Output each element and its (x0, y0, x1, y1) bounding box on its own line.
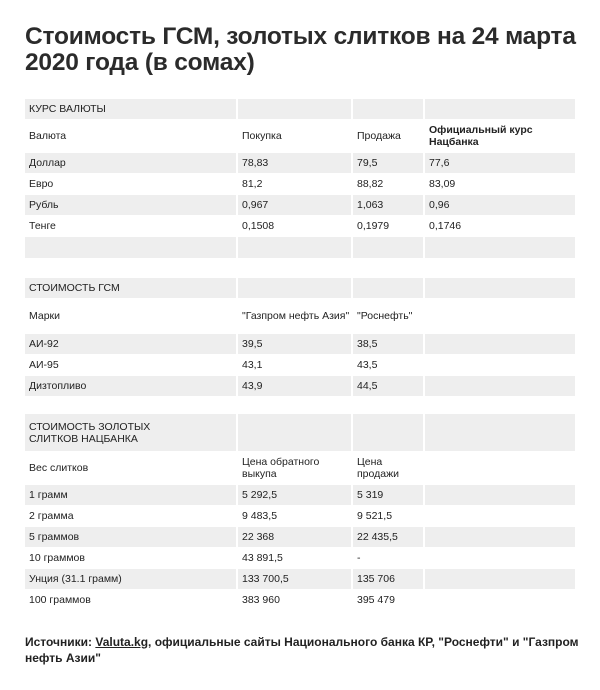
column-header: Вес слитков (25, 452, 238, 485)
sale-price: 395 479 (353, 590, 425, 611)
currency-name: Тенге (25, 216, 238, 237)
sources-label: Источники: (25, 635, 96, 649)
column-header: Валюта (25, 120, 238, 153)
buyback-price: 5 292,5 (238, 485, 353, 506)
currency-name: Рубль (25, 195, 238, 216)
buy-value: 0,967 (238, 195, 353, 216)
buy-value: 0,1508 (238, 216, 353, 237)
valuta-kg-link[interactable]: Valuta.kg (95, 635, 149, 649)
buyback-price: 9 483,5 (238, 506, 353, 527)
buyback-price: 383 960 (238, 590, 353, 611)
bar-weight: Унция (31.1 грамм) (25, 569, 238, 590)
fuel-table (25, 278, 575, 397)
bar-weight: 5 граммов (25, 527, 238, 548)
table-row (25, 376, 575, 397)
bar-weight: 1 грамм (25, 485, 238, 506)
gold-header-row (25, 452, 575, 485)
table-row (25, 334, 575, 355)
column-header (425, 299, 575, 334)
gazprom-price: 43,9 (238, 376, 353, 397)
sale-price: - (353, 548, 425, 569)
sell-value: 0,1979 (353, 216, 425, 237)
table-row (25, 174, 575, 195)
gold-section-header (25, 414, 575, 452)
rosneft-price: 44,5 (353, 376, 425, 397)
column-header: Покупка (238, 120, 353, 153)
buyback-price: 133 700,5 (238, 569, 353, 590)
table-row (25, 153, 575, 174)
fuel-brand: Дизтопливо (25, 376, 238, 397)
buyback-price: 43 891,5 (238, 548, 353, 569)
buy-value: 78,83 (238, 153, 353, 174)
column-header: "Газпром нефть Азия" (238, 299, 353, 334)
table-row (25, 527, 575, 548)
column-header: Цена обратного выкупа (238, 452, 353, 485)
sale-price: 9 521,5 (353, 506, 425, 527)
section-title: СТОИМОСТЬ ГСМ (25, 278, 238, 299)
spacer-row (25, 237, 575, 259)
gold-table (25, 414, 575, 611)
gazprom-price: 43,1 (238, 355, 353, 376)
currency-header-row (25, 120, 575, 153)
buy-value: 81,2 (238, 174, 353, 195)
bar-weight: 10 граммов (25, 548, 238, 569)
column-header: Марки (25, 299, 238, 334)
currency-name: Евро (25, 174, 238, 195)
currency-name: Доллар (25, 153, 238, 174)
official-value: 0,1746 (425, 216, 575, 237)
table-row (25, 590, 575, 611)
fuel-brand: АИ-95 (25, 355, 238, 376)
table-row (25, 216, 575, 237)
buyback-price: 22 368 (238, 527, 353, 548)
column-header (425, 452, 575, 485)
gazprom-price: 39,5 (238, 334, 353, 355)
rosneft-price: 38,5 (353, 334, 425, 355)
sale-price: 135 706 (353, 569, 425, 590)
fuel-section-header (25, 278, 575, 299)
fuel-brand: АИ-92 (25, 334, 238, 355)
fuel-header-row (25, 299, 575, 334)
section-title: СТОИМОСТЬ ЗОЛОТЫХ СЛИТКОВ НАЦБАНКА (25, 414, 238, 452)
table-row (25, 569, 575, 590)
table-row (25, 548, 575, 569)
currency-section-header (25, 99, 575, 120)
official-value: 0,96 (425, 195, 575, 216)
sale-price: 5 319 (353, 485, 425, 506)
bar-weight: 100 граммов (25, 590, 238, 611)
rosneft-price: 43,5 (353, 355, 425, 376)
sell-value: 88,82 (353, 174, 425, 195)
table-row (25, 195, 575, 216)
table-row (25, 355, 575, 376)
column-header: Цена продажи (353, 452, 425, 485)
sale-price: 22 435,5 (353, 527, 425, 548)
column-header: "Роснефть" (353, 299, 425, 334)
bar-weight: 2 грамма (25, 506, 238, 527)
page-title: Стоимость ГСМ, золотых слитков на 24 марта 2020 года (в сомах) (25, 23, 576, 76)
sell-value: 79,5 (353, 153, 425, 174)
table-row (25, 485, 575, 506)
sources-text: , официальные сайты Национального банка КР, "Роснефти" и "Газпром нефть Азии" (25, 635, 579, 665)
sources-note (25, 634, 580, 666)
currency-table (25, 99, 575, 259)
official-value: 77,6 (425, 153, 575, 174)
table-row (25, 506, 575, 527)
column-header: Официальный курс Нацбанка (425, 120, 575, 153)
column-header: Продажа (353, 120, 425, 153)
official-value: 83,09 (425, 174, 575, 195)
section-title: КУРС ВАЛЮТЫ (25, 99, 238, 120)
sell-value: 1,063 (353, 195, 425, 216)
